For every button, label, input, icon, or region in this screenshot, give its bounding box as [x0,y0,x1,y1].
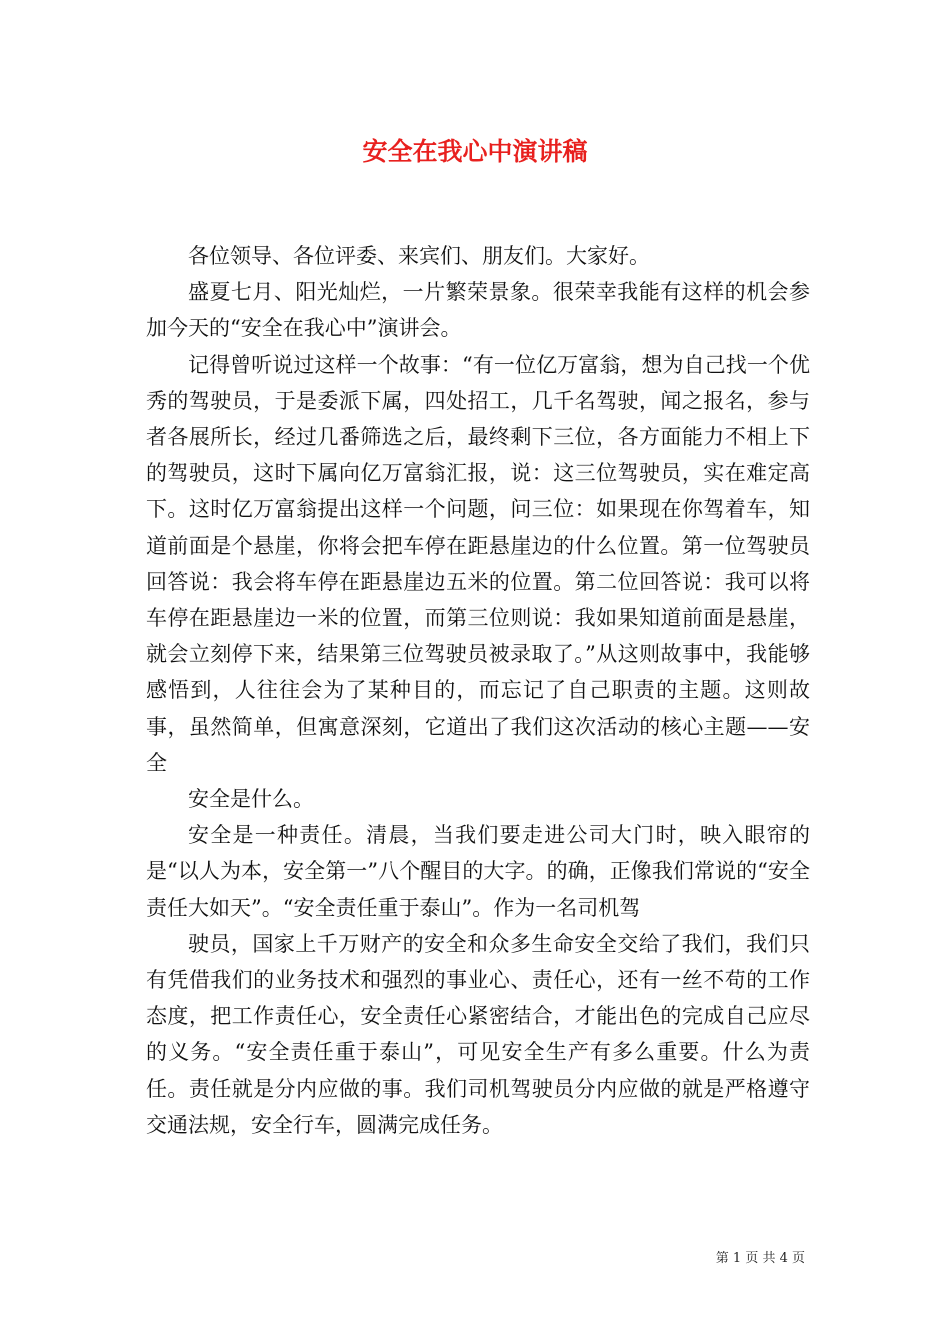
paragraph-question: 安全是什么。 [188,787,314,812]
document-body [146,238,810,1143]
paragraph-story: 记得曾听说过这样一个故事：“有一位亿万富翁，想为自己找一个优秀的驾驶员，于是委派下属，四处招工，几千名驾驶，闻之报名，参与者各展所长，经过几番筛选之后，最终剩下三位，各方面能力不相上下的驾驶员，这时下属向亿万富翁汇报，说：这三位驾驶员，实在难定高下。这时亿万富翁提出这样一个问题，问三位：如果现在你驾着车，知道前面是个悬崖，你将会把车停在距悬崖边的什么位置。第一位驾驶员回答说：我会将车停在距悬崖边五米的位置。第二位回答说：我可以将车停在距悬崖边一米的位置，而第三位则说：我如果知道前面是悬崖，就会立刻停下来，结果第三位驾驶员被录取了。”从这则故事中，我能够感悟到，人往往会为了某种目的，而忘记了自己职责的主题。这则故事，虽然简单，但寓意深刻，它道出了我们这次活动的核心主题——安全 [146,352,810,775]
paragraph-duty: 驶员，国家上千万财产的安全和众多生命安全交给了我们，我们只有凭借我们的业务技术和强烈的事业心、责任心，还有一丝不苟的工作态度，把工作责任心，安全责任心紧密结合，才能出色的完成自己应尽的义务。“安全责任重于泰山”，可见安全生产有多么重要。什么为责任。责任就是分内应做的事。我们司机驾驶员分内应做的就是严格遵守交通法规，安全行车，圆满完成任务。 [146,931,810,1137]
paragraph-greeting: 各位领导、各位评委、来宾们、朋友们。大家好。 [188,244,650,268]
paragraph-opening: 盛夏七月、阳光灿烂，一片繁荣景象。很荣幸我能有这样的机会参加今天的“安全在我心中”演讲会。 [146,280,810,341]
paragraph-responsibility: 安全是一种责任。清晨，当我们要走进公司大门时，映入眼帘的是“以人为本，安全第一”八个醒目的大字。的确，正像我们常说的“安全责任大如天”。“安全责任重于泰山”。作为一名司机驾 [146,823,810,920]
page-number: 第 1 页 共 4 页 [715,1251,805,1266]
document-title: 安全在我心中演讲稿 [362,137,588,166]
